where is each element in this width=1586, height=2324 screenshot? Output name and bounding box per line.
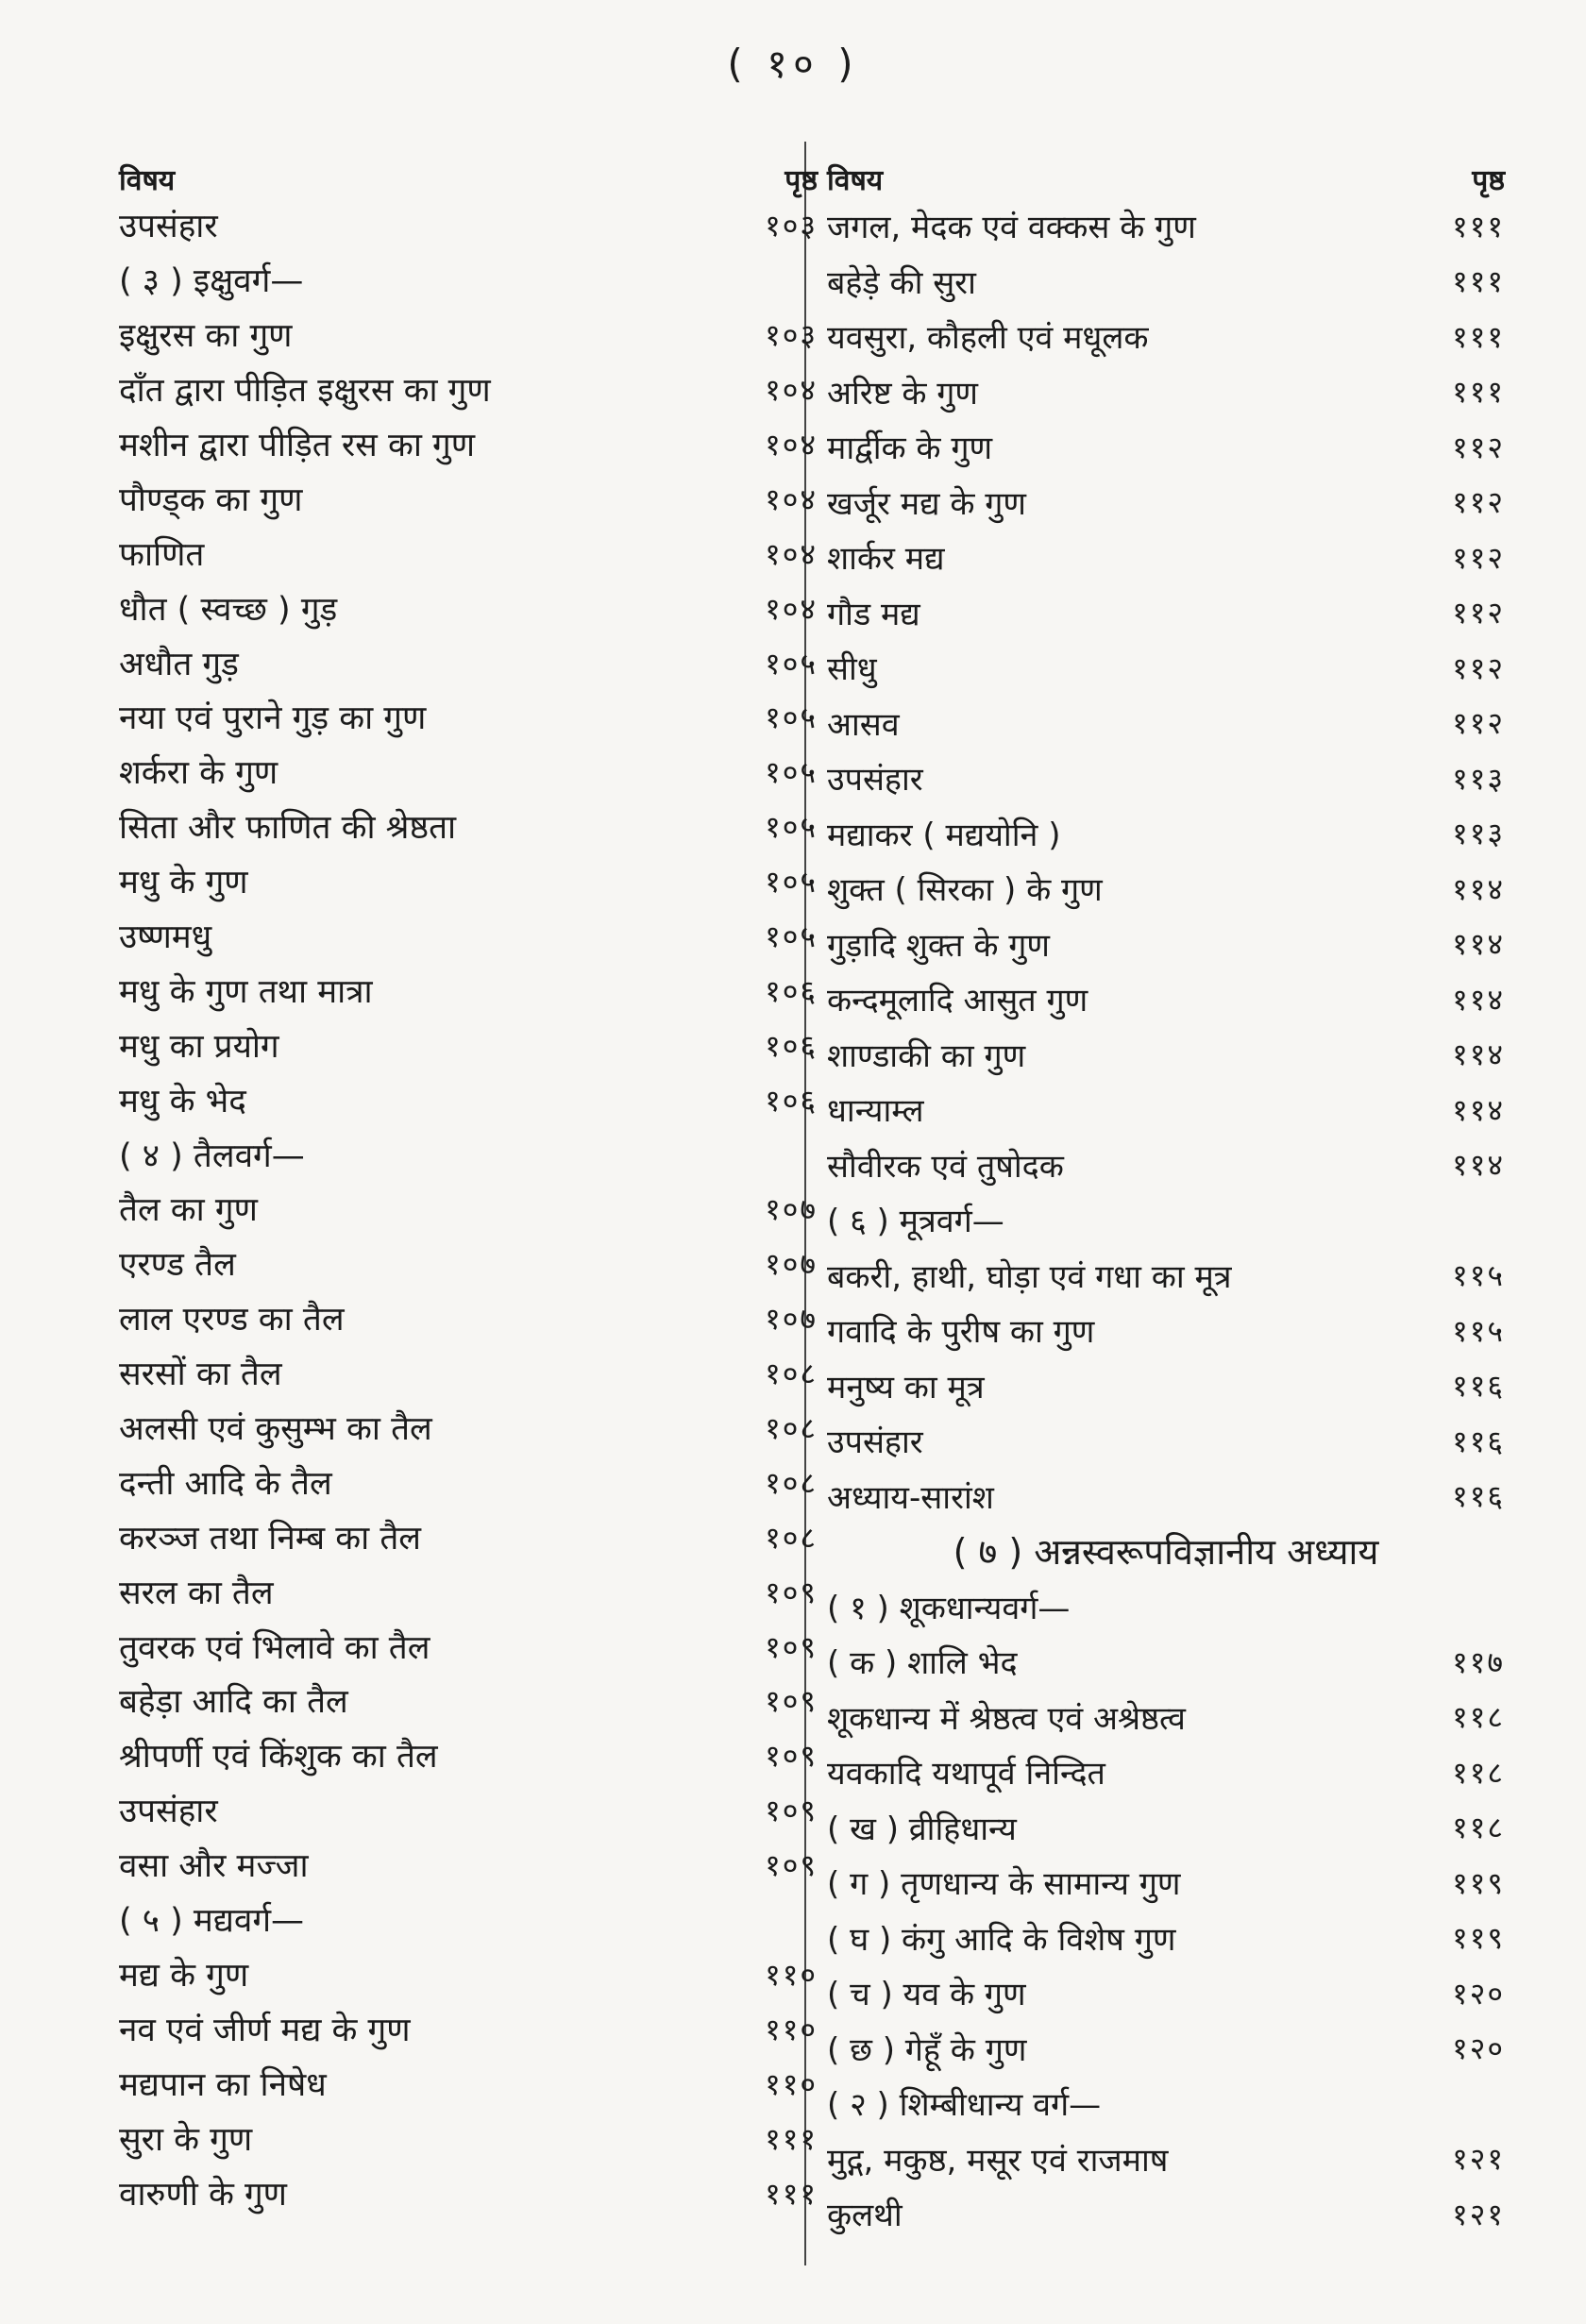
- toc-page-number: ११२: [1452, 595, 1505, 632]
- toc-subject: शूकधान्य में श्रेष्ठत्व एवं अश्रेष्ठत्व: [827, 1699, 1186, 1738]
- right-header: [827, 132, 1505, 198]
- toc-subject: उष्णमधु: [119, 918, 212, 957]
- toc-entry: [827, 1082, 1505, 1137]
- toc-subject: ( १ ) शूकधान्यवर्ग—: [827, 1589, 1071, 1627]
- toc-subject: मधु का प्रयोग: [119, 1027, 279, 1066]
- toc-subject: शुक्त ( सिरका ) के गुण: [827, 871, 1103, 910]
- toc-entry: [827, 475, 1505, 530]
- toc-entry: [119, 635, 818, 690]
- toc-page-number: १०६: [765, 972, 818, 1009]
- chapter-heading: [827, 1524, 1505, 1579]
- toc-entry: [119, 1838, 818, 1893]
- toc-page-number: १२०: [1452, 1975, 1505, 2012]
- toc-subject: आसव: [827, 705, 900, 744]
- toc-subject: उपसंहार: [119, 1793, 218, 1831]
- toc-page-number: ११८: [1452, 1754, 1505, 1791]
- toc-page-number: १०८: [765, 1356, 818, 1392]
- page-heading: पृष्ठ: [785, 164, 818, 197]
- toc-entry: [827, 1358, 1505, 1414]
- toc-page-number: १०६: [765, 1027, 818, 1064]
- section-heading: [119, 1893, 818, 1947]
- toc-subject: ( च ) यव के गुण: [827, 1976, 1026, 2014]
- toc-page-number: १११: [1452, 374, 1505, 411]
- toc-subject: खर्जूर मद्य के गुण: [827, 484, 1026, 523]
- toc-page-number: १०८: [765, 1410, 818, 1447]
- toc-entry: [119, 1237, 818, 1291]
- toc-page-number: १०५: [765, 754, 818, 791]
- toc-page-number: ११२: [1452, 539, 1505, 576]
- toc-page-number: १११: [765, 2120, 818, 2157]
- toc-page-number: १०५: [765, 699, 818, 736]
- toc-subject: श्रीपर्णी एवं किंशुक का तैल: [119, 1738, 438, 1777]
- toc-entry: [119, 909, 818, 964]
- section-heading: [827, 1192, 1505, 1248]
- toc-page-number: १०५: [765, 645, 818, 682]
- toc-subject: सरसों का तैल: [119, 1356, 282, 1394]
- toc-entry: [827, 198, 1505, 254]
- toc-page-number: १०७: [765, 1246, 818, 1283]
- toc-subject: शर्करा के गुण: [119, 754, 278, 793]
- toc-page-number: १०५: [765, 864, 818, 901]
- toc-entry: [827, 971, 1505, 1027]
- toc-page-number: ११३: [1452, 816, 1505, 852]
- toc-subject: ( ख ) व्रीहिधान्य: [827, 1810, 1017, 1848]
- toc-page-number: १०३: [765, 317, 818, 354]
- toc-subject: सौवीरक एवं तुषोदक: [827, 1147, 1064, 1186]
- toc-subject: कन्दमूलादि आसुत गुण: [827, 982, 1088, 1020]
- toc-entry: [119, 854, 818, 909]
- toc-entry: [827, 861, 1505, 917]
- toc-page-number: १२१: [1452, 2196, 1505, 2232]
- toc-page-number: १०९: [765, 1628, 818, 1665]
- toc-entry: [827, 364, 1505, 420]
- toc-entry: [119, 1455, 818, 1509]
- toc-page-number: ११२: [1452, 429, 1505, 465]
- toc-page-number: १०४: [765, 480, 818, 517]
- toc-subject: ( ६ ) मूत्रवर्ग—: [827, 1203, 1004, 1241]
- toc-page-number: ११४: [1452, 1091, 1505, 1128]
- toc-page-number: ११५: [1452, 1312, 1505, 1349]
- toc-entry: [119, 1182, 818, 1237]
- toc-page-number: ११०: [765, 2065, 818, 2102]
- toc-entry: [119, 471, 818, 526]
- toc-entry: [827, 750, 1505, 806]
- toc-entry: [119, 2165, 818, 2220]
- toc-page-number: १०५: [765, 918, 818, 955]
- toc-subject: ( ४ ) तैलवर्ग—: [119, 1137, 305, 1175]
- toc-entry: [827, 2021, 1505, 2077]
- toc-page-number: १०८: [765, 1464, 818, 1501]
- toc-subject: जगल, मेदक एवं वक्कस के गुण: [827, 209, 1196, 247]
- toc-entry: [119, 1072, 818, 1127]
- toc-subject: अलसी एवं कुसुम्भ का तैल: [119, 1410, 432, 1449]
- toc-page-number: ११५: [1452, 1257, 1505, 1294]
- toc-entry: [119, 963, 818, 1018]
- toc-page-number: ११०: [765, 1956, 818, 1993]
- toc-entry: [119, 308, 818, 362]
- subject-heading: विषय: [119, 164, 176, 197]
- toc-entry: [827, 419, 1505, 475]
- toc-page-number: ११८: [1452, 1810, 1505, 1846]
- left-header: [119, 132, 818, 198]
- toc-subject: वारुणी के गुण: [119, 2175, 287, 2214]
- toc-subject: नया एवं पुराने गुड़ का गुण: [119, 699, 427, 738]
- toc-subject: ( घ ) कंगु आदि के विशेष गुण: [827, 1920, 1176, 1959]
- toc-subject: ( २ ) शिम्बीधान्य वर्ग—: [827, 2086, 1102, 2125]
- toc-page-number: १०४: [765, 427, 818, 463]
- toc-page-number: १२०: [1452, 2030, 1505, 2067]
- toc-subject: मधु के गुण तथा मात्रा: [119, 972, 373, 1011]
- toc-subject: मद्य के गुण: [119, 1956, 249, 1995]
- toc-page-number: ११०: [765, 2011, 818, 2047]
- toc-subject: अरिष्ट के गुण: [827, 374, 978, 413]
- toc-subject: धौत ( स्वच्छ ) गुड़: [119, 590, 338, 629]
- toc-entry: [119, 581, 818, 635]
- toc-subject: मशीन द्वारा पीड़ित रस का गुण: [119, 427, 476, 464]
- toc-entry: [827, 1634, 1505, 1690]
- toc-page-number: ११२: [1452, 705, 1505, 742]
- toc-entry: [827, 1027, 1505, 1083]
- toc-entry: [827, 309, 1505, 364]
- toc-entry: [119, 2056, 818, 2111]
- toc-entry: [827, 1855, 1505, 1911]
- toc-entry: [827, 1413, 1505, 1469]
- toc-page-number: ११४: [1452, 981, 1505, 1018]
- toc-page-number: १११: [1452, 318, 1505, 355]
- toc-page-number: ११२: [1452, 649, 1505, 686]
- toc-entry: [827, 917, 1505, 972]
- toc-subject: मद्यपान का निषेध: [119, 2065, 327, 2104]
- toc-page-number: ११४: [1452, 926, 1505, 963]
- toc-entry: [827, 640, 1505, 696]
- toc-entry: [119, 362, 818, 417]
- toc-page-number: ११२: [1452, 484, 1505, 521]
- toc-subject: उपसंहार: [119, 208, 218, 246]
- toc-subject: शाण्डाकी का गुण: [827, 1036, 1026, 1075]
- toc-subject: गुड़ादि शुक्त के गुण: [827, 926, 1050, 965]
- toc-entry: [119, 417, 818, 472]
- toc-subject: बहेड़ा आदि का तैल: [119, 1683, 348, 1722]
- toc-page-number: १०९: [765, 1574, 818, 1610]
- toc-subject: बहेड़े की सुरा: [827, 263, 976, 302]
- toc-page-number: ११६: [1452, 1368, 1505, 1405]
- toc-page-number: ११४: [1452, 1036, 1505, 1073]
- toc-entry: [827, 585, 1505, 641]
- toc-subject: उपसंहार: [827, 1423, 923, 1462]
- toc-page-number: ११८: [1452, 1699, 1505, 1736]
- toc-entry: [119, 1947, 818, 2002]
- toc-subject: कुलथी: [827, 2197, 903, 2235]
- toc-subject: ( ५ ) मद्यवर्ग—: [119, 1902, 305, 1941]
- toc-entry: [827, 1137, 1505, 1193]
- toc-entry: [827, 1965, 1505, 2021]
- toc-entry: [827, 696, 1505, 751]
- toc-entry: [827, 1744, 1505, 1800]
- toc-subject: करञ्ज तथा निम्ब का तैल: [119, 1519, 422, 1558]
- toc-page-number: १०४: [765, 372, 818, 409]
- toc-page-number: १११: [1452, 208, 1505, 244]
- toc-entry: [119, 2001, 818, 2056]
- toc-subject: नव एवं जीर्ण मद्य के गुण: [119, 2011, 411, 2049]
- toc-subject: अधौत गुड़: [119, 645, 239, 683]
- toc-subject: गवादि के पुरीष का गुण: [827, 1313, 1095, 1352]
- toc-subject: दाँत द्वारा पीड़ित इक्षुरस का गुण: [119, 372, 491, 411]
- toc-page-number: १०७: [765, 1301, 818, 1338]
- toc-entry: [119, 198, 818, 253]
- toc-entry: [119, 745, 818, 800]
- toc-entry: [827, 1469, 1505, 1524]
- toc-subject: ( छ ) गेहूँ के गुण: [827, 2030, 1027, 2069]
- toc-page-number: ११३: [1452, 760, 1505, 797]
- toc-entry: [827, 1800, 1505, 1856]
- toc-entry: [827, 806, 1505, 862]
- toc-subject: फाणित: [119, 535, 205, 574]
- toc-page-number: ११४: [1452, 870, 1505, 907]
- toc-subject: धान्याम्ल: [827, 1092, 924, 1131]
- subject-heading: विषय: [827, 164, 884, 197]
- toc-page-number: १०४: [765, 535, 818, 572]
- toc-page-number: १०४: [765, 590, 818, 627]
- toc-entry: [119, 526, 818, 581]
- toc-subject: बकरी, हाथी, घोड़ा एवं गधा का मूत्र: [827, 1257, 1232, 1296]
- toc-entry: [119, 1783, 818, 1838]
- toc-subject: ( ३ ) इक्षुवर्ग—: [119, 262, 304, 301]
- toc-entry: [827, 2131, 1505, 2187]
- section-heading: [119, 1127, 818, 1182]
- toc-subject: ( ७ ) अन्नस्वरूपविज्ञानीय अध्याय: [953, 1531, 1379, 1574]
- toc-page-number: १०३: [765, 208, 818, 244]
- toc-entry: [119, 2111, 818, 2165]
- toc-entry: [827, 1690, 1505, 1745]
- toc-page-number: १०९: [765, 1738, 818, 1775]
- toc-subject: लाल एरण्ड का तैल: [119, 1301, 345, 1339]
- toc-subject: सिता और फाणित की श्रेष्ठता: [119, 809, 457, 848]
- section-heading: [119, 253, 818, 308]
- toc-entry: [827, 2186, 1505, 2242]
- toc-entry: [827, 1248, 1505, 1304]
- toc-page-number: १०९: [765, 1793, 818, 1829]
- toc-entry: [827, 530, 1505, 585]
- toc-entry: [119, 1346, 818, 1401]
- toc-subject: सरल का तैल: [119, 1574, 274, 1612]
- toc-subject: पौण्ड्क का गुण: [119, 480, 303, 519]
- toc-subject: दन्ती आदि के तैल: [119, 1464, 332, 1503]
- toc-subject: शार्कर मद्य: [827, 540, 945, 579]
- toc-subject: मद्याकर ( मद्ययोनि ): [827, 816, 1061, 854]
- toc-entry: [119, 1619, 818, 1674]
- page-number: ( १० ): [727, 41, 859, 87]
- toc-page-number: ११४: [1452, 1147, 1505, 1184]
- toc-page-number: ११६: [1452, 1423, 1505, 1459]
- toc-subject: उपसंहार: [827, 761, 923, 800]
- toc-page-number: १०५: [765, 809, 818, 846]
- toc-page-number: १०८: [765, 1519, 818, 1556]
- toc-subject: मार्द्वीक के गुण: [827, 429, 993, 468]
- toc-entry: [119, 1509, 818, 1564]
- toc-entry: [827, 1911, 1505, 1966]
- toc-subject: गौड मद्य: [827, 595, 920, 633]
- toc-subject: ( क ) शालि भेद: [827, 1644, 1018, 1683]
- toc-page-number: १११: [1452, 263, 1505, 300]
- toc-entry: [119, 800, 818, 854]
- toc-subject: ( ग ) तृणधान्य के सामान्य गुण: [827, 1865, 1181, 1904]
- toc-entry: [119, 1674, 818, 1728]
- page-heading: पृष्ठ: [1472, 164, 1505, 197]
- section-heading: [827, 1579, 1505, 1635]
- toc-entry: [827, 1303, 1505, 1358]
- toc-page-number: १०९: [765, 1683, 818, 1720]
- toc-page-number: १०६: [765, 1082, 818, 1119]
- toc-page-number: १०७: [765, 1191, 818, 1228]
- toc-subject: यवकादि यथापूर्व निन्दित: [827, 1755, 1105, 1794]
- toc-subject: मधु के गुण: [119, 864, 248, 902]
- toc-page-number: ११६: [1452, 1478, 1505, 1515]
- toc-page-number: ११९: [1452, 1864, 1505, 1901]
- toc-page-number: १११: [765, 2175, 818, 2212]
- toc-page-number: ११७: [1452, 1643, 1505, 1680]
- toc-subject: तुवरक एवं भिलावे का तैल: [119, 1628, 430, 1667]
- toc-left-column: [119, 132, 818, 2220]
- toc-entry: [119, 690, 818, 745]
- toc-entry: [119, 1018, 818, 1072]
- toc-subject: वसा और मज्जा: [119, 1847, 309, 1886]
- toc-page-number: ११९: [1452, 1920, 1505, 1957]
- toc-entry: [119, 1728, 818, 1783]
- toc-subject: यवसुरा, कौहली एवं मधूलक: [827, 319, 1149, 358]
- toc-entry: [119, 1401, 818, 1456]
- section-heading: [827, 2076, 1505, 2131]
- toc-subject: सीधु: [827, 650, 877, 689]
- toc-entry: [119, 1291, 818, 1346]
- toc-entry: [119, 1564, 818, 1619]
- toc-subject: इक्षुरस का गुण: [119, 317, 293, 356]
- toc-subject: अध्याय-सारांश: [827, 1478, 994, 1517]
- toc-subject: मुद्ग, मकुष्ठ, मसूर एवं राजमाष: [827, 2141, 1169, 2180]
- toc-subject: तैल का गुण: [119, 1191, 258, 1230]
- toc-subject: मनुष्य का मूत्र: [827, 1368, 985, 1406]
- toc-right-column: [827, 132, 1505, 2242]
- toc-subject: एरण्ड तैल: [119, 1246, 236, 1285]
- toc-subject: सुरा के गुण: [119, 2120, 253, 2159]
- toc-subject: मधु के भेद: [119, 1082, 246, 1120]
- toc-page-number: १०९: [765, 1847, 818, 1884]
- toc-page-number: १२१: [1452, 2141, 1505, 2178]
- toc-entry: [827, 254, 1505, 310]
